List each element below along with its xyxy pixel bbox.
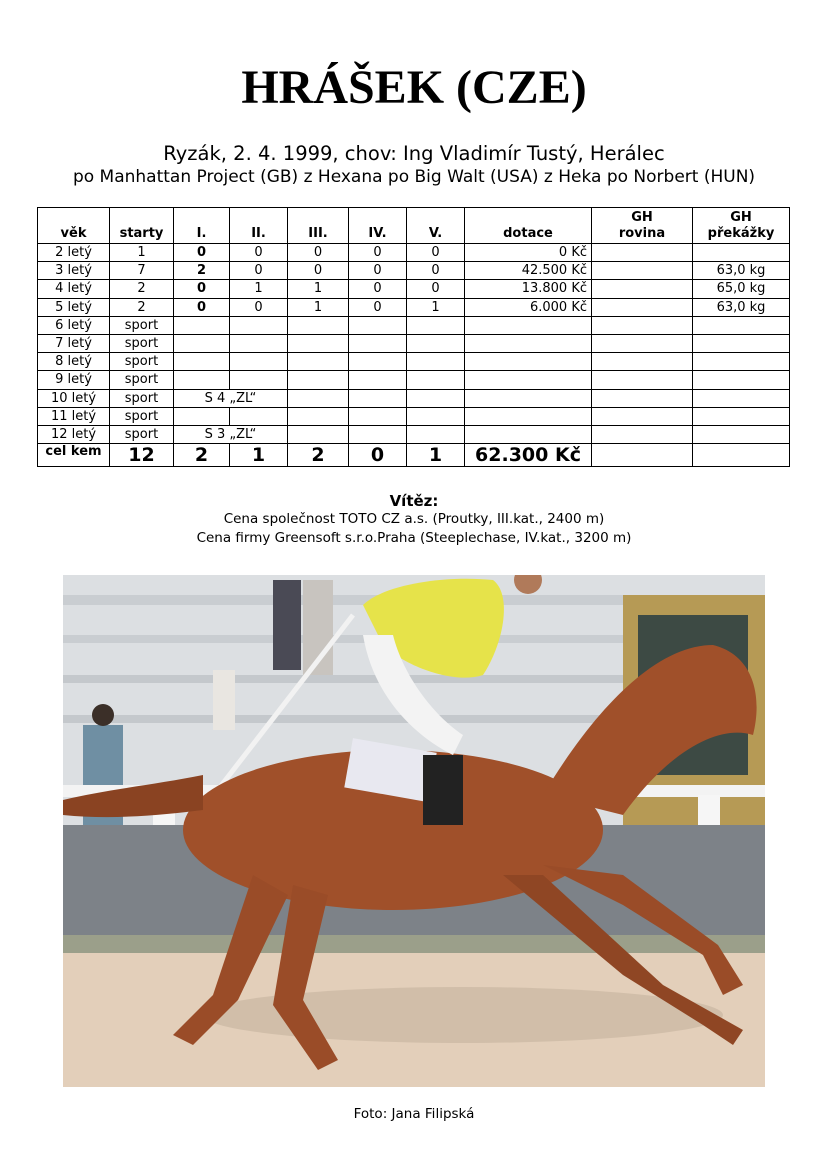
- table-cell: [693, 389, 790, 407]
- table-cell: [693, 334, 790, 352]
- table-cell: [349, 316, 407, 334]
- table-cell: [407, 334, 465, 352]
- total-cell: 2: [174, 444, 230, 467]
- table-row: [38, 316, 790, 334]
- table-row: [38, 244, 790, 262]
- table-cell: [288, 389, 349, 407]
- table-row: [38, 389, 790, 407]
- total-cell: [592, 444, 693, 467]
- table-cell: 2: [174, 262, 230, 280]
- table-cell: S 3 „ZL“: [174, 425, 288, 443]
- total-cell: 2: [288, 444, 349, 467]
- table-cell: 6 letý: [38, 316, 110, 334]
- table-header-row: [38, 208, 790, 244]
- table-cell: 0: [230, 298, 288, 316]
- header-cell: II.: [230, 208, 288, 244]
- table-row: [38, 280, 790, 298]
- table-cell: [230, 407, 288, 425]
- table-cell: [407, 371, 465, 389]
- table-cell: 9 letý: [38, 371, 110, 389]
- table-cell: [230, 316, 288, 334]
- table-cell: 1: [288, 280, 349, 298]
- total-cell: [693, 444, 790, 467]
- total-cell: 0: [349, 444, 407, 467]
- table-cell: [288, 407, 349, 425]
- table-row: [38, 371, 790, 389]
- table-cell: 0 Kč: [465, 244, 592, 262]
- table-cell: [407, 353, 465, 371]
- total-cell: cel kem: [38, 444, 110, 467]
- table-cell: [349, 371, 407, 389]
- winner-section: [0, 492, 828, 548]
- table-cell: [288, 371, 349, 389]
- table-cell: [174, 371, 230, 389]
- win-entry: Cena firmy Greensoft s.r.o.Praha (Steeplechase, IV.kat., 3200 m): [196, 530, 632, 546]
- table-cell: 13.800 Kč: [465, 280, 592, 298]
- horse-photo-illustration: [63, 575, 765, 1087]
- table-cell: [288, 316, 349, 334]
- table-cell: [407, 425, 465, 443]
- header-cell: V.: [407, 208, 465, 244]
- photo-credit: Foto: Jana Filipská: [353, 1106, 475, 1122]
- table-cell: [693, 244, 790, 262]
- table-row: [38, 407, 790, 425]
- table-cell: 4 letý: [38, 280, 110, 298]
- table-cell: [465, 407, 592, 425]
- horse-photo: [63, 575, 765, 1087]
- table-cell: 1: [407, 298, 465, 316]
- table-cell: 1: [230, 280, 288, 298]
- table-cell: 0: [349, 262, 407, 280]
- table-cell: 0: [174, 244, 230, 262]
- table-cell: sport: [110, 353, 174, 371]
- table-cell: [693, 353, 790, 371]
- table-cell: 2: [110, 298, 174, 316]
- table-cell: 11 letý: [38, 407, 110, 425]
- table-row: [38, 425, 790, 443]
- table-cell: 5 letý: [38, 298, 110, 316]
- header-cell: IV.: [349, 208, 407, 244]
- table-cell: [592, 316, 693, 334]
- table-cell: [349, 425, 407, 443]
- table-cell: 0: [407, 262, 465, 280]
- header-cell: dotace: [465, 208, 592, 244]
- table-cell: [592, 371, 693, 389]
- table-cell: [349, 407, 407, 425]
- table-cell: sport: [110, 371, 174, 389]
- pedigree-line: po Manhattan Project (GB) z Hexana po Big Walt (USA) z Heka po Norbert (HUN): [72, 167, 756, 187]
- table-cell: 0: [230, 244, 288, 262]
- table-cell: 63,0 kg: [693, 262, 790, 280]
- total-cell: 1: [407, 444, 465, 467]
- table-cell: sport: [110, 389, 174, 407]
- table-cell: [407, 407, 465, 425]
- table-cell: 7 letý: [38, 334, 110, 352]
- table-cell: 0: [230, 262, 288, 280]
- table-cell: [465, 389, 592, 407]
- table-cell: [349, 353, 407, 371]
- table-cell: [465, 353, 592, 371]
- table-cell: sport: [110, 334, 174, 352]
- table-cell: 0: [349, 244, 407, 262]
- total-row: [38, 444, 790, 467]
- table-cell: sport: [110, 425, 174, 443]
- table-cell: 42.500 Kč: [465, 262, 592, 280]
- table-cell: [174, 334, 230, 352]
- table-cell: 1: [288, 298, 349, 316]
- table-cell: [693, 407, 790, 425]
- table-cell: [592, 425, 693, 443]
- table-cell: [592, 280, 693, 298]
- table-cell: 0: [288, 262, 349, 280]
- table-cell: [349, 334, 407, 352]
- header-cell: GH rovina: [592, 208, 693, 244]
- table-cell: 0: [288, 244, 349, 262]
- total-cell: 62.300 Kč: [465, 444, 592, 467]
- table-cell: [693, 425, 790, 443]
- winner-heading: Vítěz:: [389, 492, 439, 510]
- header-cell: věk: [38, 208, 110, 244]
- table-cell: 2 letý: [38, 244, 110, 262]
- table-cell: 0: [349, 298, 407, 316]
- table-cell: 8 letý: [38, 353, 110, 371]
- page-title: HRÁŠEK (CZE): [241, 61, 587, 114]
- table-cell: [288, 353, 349, 371]
- table-cell: [592, 244, 693, 262]
- table-row: [38, 298, 790, 316]
- race-record-table: [37, 207, 790, 467]
- table-cell: [592, 389, 693, 407]
- table-cell: [592, 262, 693, 280]
- table-cell: [174, 407, 230, 425]
- header-cell: GH překážky: [693, 208, 790, 244]
- table-cell: [230, 371, 288, 389]
- table-cell: [592, 298, 693, 316]
- table-cell: sport: [110, 407, 174, 425]
- table-cell: 10 letý: [38, 389, 110, 407]
- table-cell: 63,0 kg: [693, 298, 790, 316]
- table-cell: [230, 353, 288, 371]
- table-cell: 65,0 kg: [693, 280, 790, 298]
- win-entry: Cena společnost TOTO CZ a.s. (Proutky, III.kat., 2400 m): [223, 511, 605, 527]
- table-cell: [174, 353, 230, 371]
- table-cell: [288, 334, 349, 352]
- table-cell: 6.000 Kč: [465, 298, 592, 316]
- header-cell: III.: [288, 208, 349, 244]
- table-cell: [465, 371, 592, 389]
- table-cell: [693, 371, 790, 389]
- table-cell: [693, 316, 790, 334]
- table-cell: 12 letý: [38, 425, 110, 443]
- table-cell: 0: [407, 280, 465, 298]
- table-cell: [592, 407, 693, 425]
- horse-info-line: Ryzák, 2. 4. 1999, chov: Ing Vladimír Tustý, Herálec: [163, 142, 665, 165]
- table-cell: [592, 334, 693, 352]
- table-cell: [407, 316, 465, 334]
- table-cell: sport: [110, 316, 174, 334]
- header-cell: starty: [110, 208, 174, 244]
- table-cell: [592, 353, 693, 371]
- table-cell: 0: [407, 244, 465, 262]
- table-row: [38, 262, 790, 280]
- table-cell: [407, 389, 465, 407]
- table-cell: 3 letý: [38, 262, 110, 280]
- table-row: [38, 334, 790, 352]
- total-cell: 12: [110, 444, 174, 467]
- table-cell: 1: [110, 244, 174, 262]
- table-row: [38, 353, 790, 371]
- table-cell: 0: [174, 298, 230, 316]
- table-cell: [465, 334, 592, 352]
- table-cell: 0: [349, 280, 407, 298]
- table-cell: [349, 389, 407, 407]
- header-cell: I.: [174, 208, 230, 244]
- total-cell: 1: [230, 444, 288, 467]
- table-cell: [465, 316, 592, 334]
- table-cell: 7: [110, 262, 174, 280]
- table-cell: 0: [174, 280, 230, 298]
- table-cell: [230, 334, 288, 352]
- table-cell: S 4 „ZL“: [174, 389, 288, 407]
- table-cell: 2: [110, 280, 174, 298]
- table-cell: [288, 425, 349, 443]
- table-cell: [174, 316, 230, 334]
- table-cell: [465, 425, 592, 443]
